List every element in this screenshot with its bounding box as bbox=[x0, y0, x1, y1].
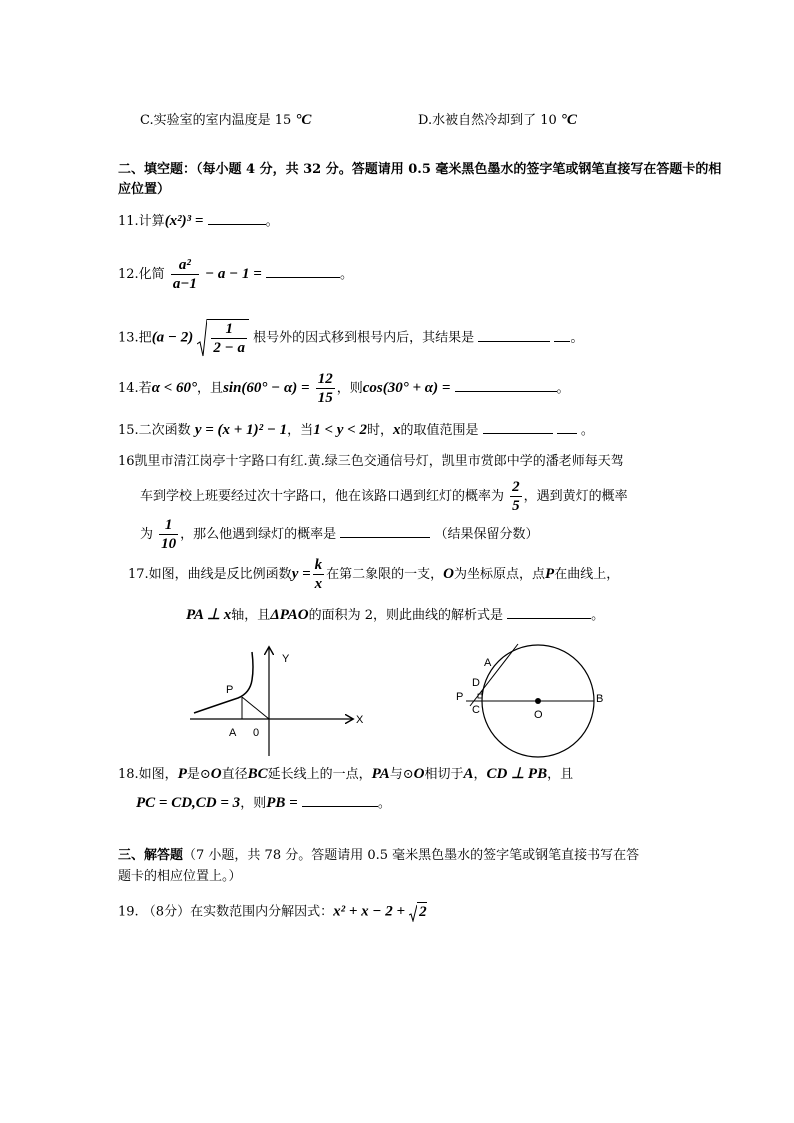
answer-blank[interactable] bbox=[340, 525, 430, 538]
d-label: D bbox=[472, 677, 480, 689]
question-18-line2: PC = CD,CD = 3，则PB = 。 bbox=[136, 795, 391, 811]
question-14: 14.若α < 60°，且sin(60° − α) = $\frac{12}{15}$ ，则cos(30° + α) = 。 bbox=[118, 371, 570, 406]
fraction: $\frac{\text{a²}}{a-1}$ bbox=[172, 257, 197, 292]
sqrt-two: 2 bbox=[409, 902, 427, 922]
answer-blank[interactable] bbox=[483, 421, 553, 434]
question-13: 13.把(a − 2) $\frac{1}{2 - a}$ 根号外的因式移到根号内后，其结果是 。 bbox=[118, 318, 583, 358]
question-17-line1: 17.如图，曲线是反比例函数y = $\frac{k}{x}$ 在第二象限的一支，O为坐标原点，点P在曲线上， bbox=[128, 557, 620, 592]
question-18-line1: 18.如图，P是⊙O直径BC延长线上的一点，PA与⊙O相切于A，CD ⊥ PB，且 bbox=[118, 766, 574, 782]
section2-title-cont: 应位置） bbox=[118, 182, 171, 197]
y-label: Y bbox=[282, 653, 290, 665]
answer-blank[interactable] bbox=[208, 212, 266, 225]
segment-po bbox=[242, 697, 269, 719]
answer-blank[interactable] bbox=[266, 265, 340, 278]
b-label: B bbox=[596, 693, 604, 705]
x-label: X bbox=[356, 714, 364, 726]
figure-circle-tangent bbox=[450, 640, 620, 760]
question-16-line1: 16凯里市清江岗亭十字路口有红.黄.绿三色交通信号灯，凯里市赏郎中学的潘老师每天驾 bbox=[118, 454, 624, 469]
question-16-line3: 为 $\frac{1}{10}$ ，那么他遇到绿灯的概率是 （结果保留分数） bbox=[140, 517, 539, 552]
question-11: 11.计算(x²)³ = 。 bbox=[118, 213, 279, 229]
question-15: 15.二次函数 y = (x + 1)² − 1，当1 < y < 2时，x的取值范围是 。 bbox=[118, 422, 594, 438]
answer-blank-tail bbox=[557, 421, 577, 434]
o-label: 0 bbox=[253, 727, 260, 739]
p-label: P bbox=[226, 684, 234, 696]
p-label: P bbox=[456, 691, 464, 703]
question-12: 12.化简 $\frac{\text{a²}}{a-1}$ − a − 1 = 。 bbox=[118, 257, 353, 292]
a-label: A bbox=[484, 657, 492, 669]
answer-blank[interactable] bbox=[507, 606, 591, 619]
tangent-pa bbox=[470, 644, 518, 706]
answer-blank[interactable] bbox=[455, 379, 557, 392]
answer-blank-tail bbox=[554, 329, 570, 342]
a-label: A bbox=[229, 727, 237, 739]
radical-sign bbox=[409, 904, 417, 922]
section3-title: 三、解答题（7 小题，共 78 分。答题请用 0.5 毫米黑色墨水的签字笔或钢笔直接书写在答 bbox=[118, 848, 640, 863]
radical-sign bbox=[197, 318, 207, 358]
section3-title-cont: 题卡的相应位置上。） bbox=[118, 869, 242, 884]
center-dot bbox=[535, 698, 541, 704]
question-19: 19. （8分）在实数范围内分解因式：x² + x − 2 + 2 bbox=[118, 903, 427, 920]
sqrt-fraction: $\frac{1}{2 - a}$ bbox=[197, 318, 249, 358]
figure-hyperbola bbox=[180, 640, 380, 760]
question-17-line2: PA ⊥ x轴，且ΔPAO的面积为 2，则此曲线的解析式是 。 bbox=[186, 607, 605, 623]
question-16-line2: 车到学校上班要经过次十字路口，他在该路口遇到红灯的概率为 $\frac{2}{5}$ ，遇到黄灯的概率 bbox=[140, 479, 628, 514]
hyperbola-curve bbox=[194, 652, 253, 713]
q10-option-c: C.实验室的室内温度是 15 °C bbox=[140, 112, 312, 128]
q10-option-d: D.水被自然冷却到了 10 °C bbox=[418, 112, 577, 128]
answer-blank[interactable] bbox=[302, 794, 378, 807]
section2-title: 二、填空题：（每小题 4 分，共 32 分。答题请用 0.5 毫米黑色墨水的签字笔或钢笔直接写在答题卡的相 bbox=[118, 162, 722, 177]
answer-blank[interactable] bbox=[478, 329, 550, 342]
c-label: C bbox=[472, 704, 480, 716]
o-label: O bbox=[534, 709, 543, 721]
